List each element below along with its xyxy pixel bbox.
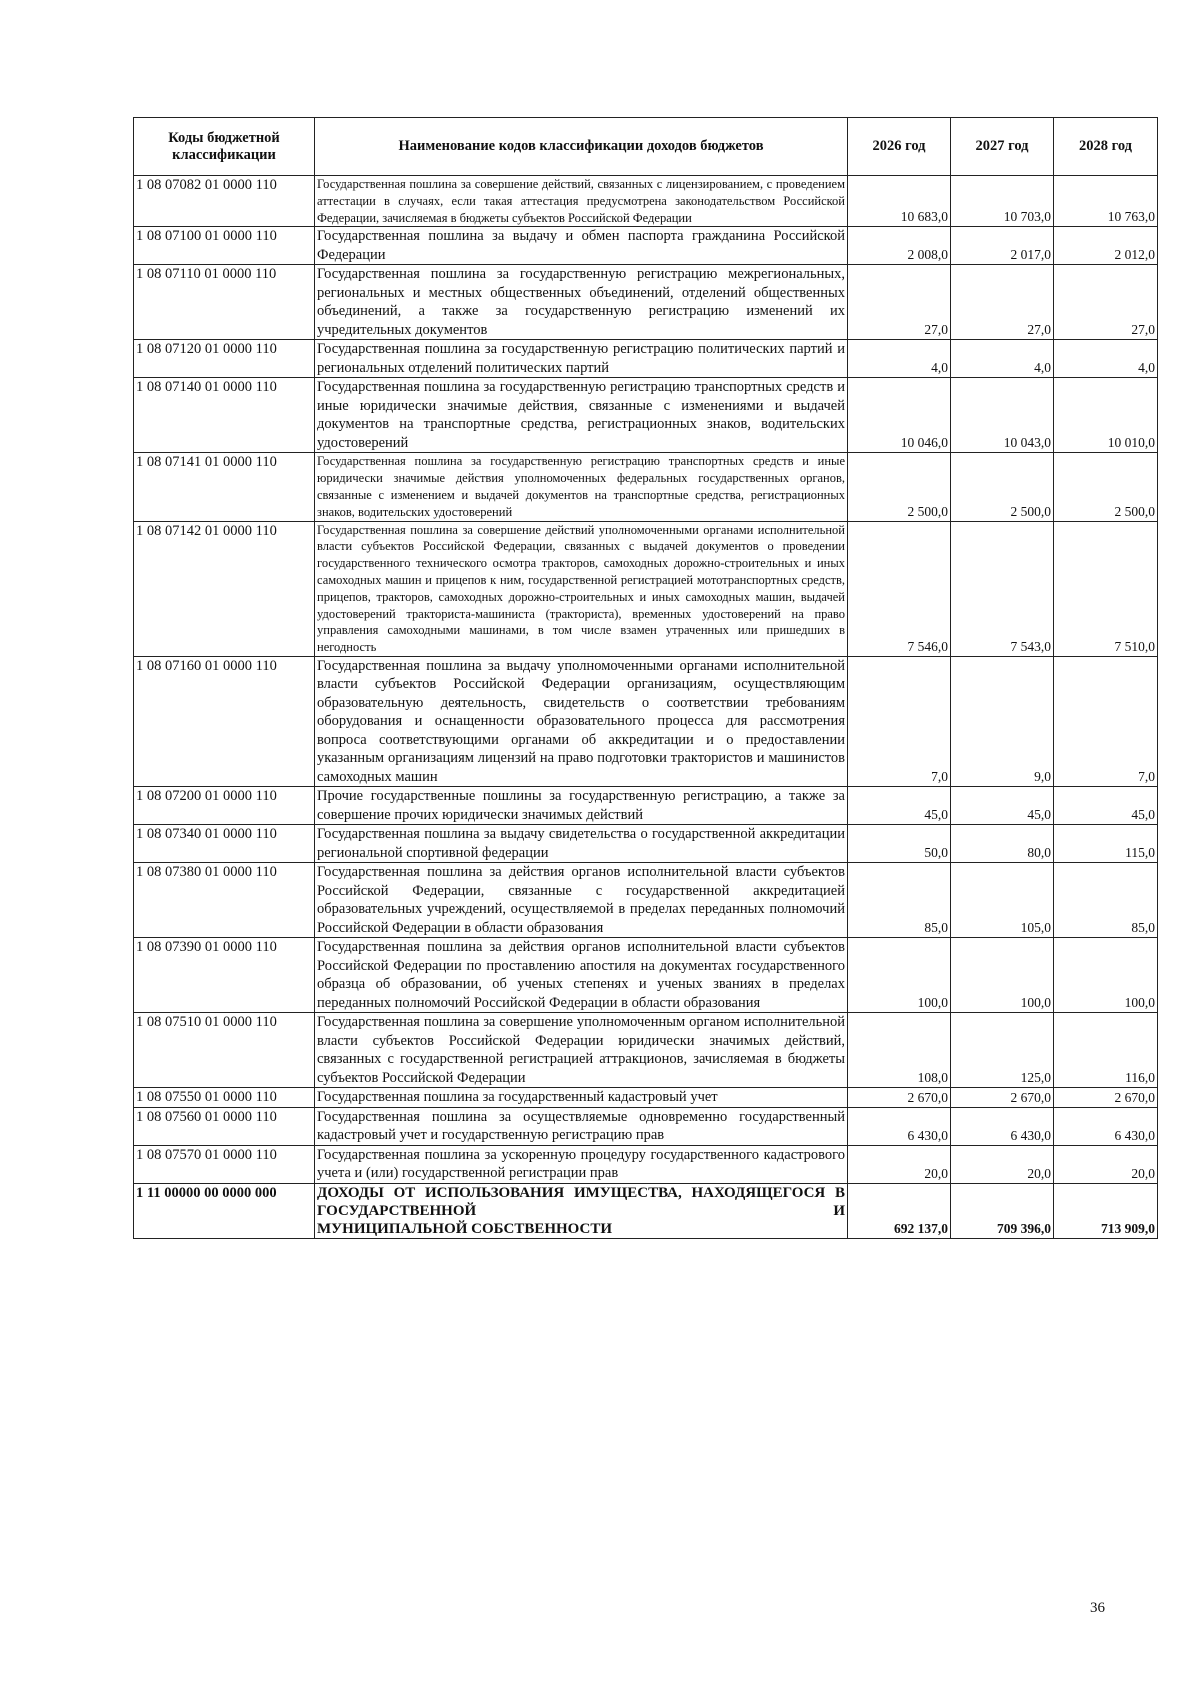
- row-value-2028: 27,0: [1054, 265, 1158, 340]
- row-value-2028: 2 670,0: [1054, 1088, 1158, 1108]
- row-value-2026: 2 008,0: [848, 227, 951, 265]
- row-value-2028: 85,0: [1054, 863, 1158, 938]
- row-code: 1 08 07110 01 0000 110: [134, 265, 315, 340]
- header-name: Наименование кодов классификации доходов бюджетов: [315, 118, 848, 176]
- total-2026: 692 137,0: [848, 1183, 951, 1238]
- row-name: Государственная пошлина за совершение действий, связанных с лицензированием, с проведением аттестации в случаях, если такая аттестация предусмотрена законодательством Российской Федерации, зачисляемая в бюджеты субъектов Российской Федерации: [315, 176, 848, 227]
- table-row: [134, 938, 1158, 1013]
- row-value-2026: 7,0: [848, 656, 951, 787]
- row-value-2028: 7,0: [1054, 656, 1158, 787]
- row-code: 1 08 07200 01 0000 110: [134, 787, 315, 825]
- table-row: [134, 1107, 1158, 1145]
- row-value-2027: 125,0: [951, 1013, 1054, 1088]
- row-code: 1 08 07510 01 0000 110: [134, 1013, 315, 1088]
- row-code: 1 08 07380 01 0000 110: [134, 863, 315, 938]
- row-code: 1 08 07141 01 0000 110: [134, 453, 315, 521]
- table-row: [134, 340, 1158, 378]
- row-name: Государственная пошлина за государственную регистрацию транспортных средств и иные юридически значимые действия уполномоченных федеральных государственных органов, связанные с изменением и выдачей документов на транспортные средства, регистрационных знаков, водительских удостоверений: [315, 453, 848, 521]
- row-value-2027: 9,0: [951, 656, 1054, 787]
- header-code: Коды бюджетной классификации: [134, 118, 315, 176]
- row-code: 1 08 07550 01 0000 110: [134, 1088, 315, 1108]
- row-value-2028: 4,0: [1054, 340, 1158, 378]
- row-value-2028: 2 500,0: [1054, 453, 1158, 521]
- table-row: [134, 825, 1158, 863]
- row-value-2026: 85,0: [848, 863, 951, 938]
- table-row: [134, 265, 1158, 340]
- table-row: [134, 1088, 1158, 1108]
- row-value-2028: 115,0: [1054, 825, 1158, 863]
- row-value-2026: 4,0: [848, 340, 951, 378]
- total-2028: 713 909,0: [1054, 1183, 1158, 1238]
- total-code: 1 11 00000 00 0000 000: [134, 1183, 315, 1238]
- page-number: 36: [1090, 1600, 1105, 1616]
- row-name: Государственная пошлина за государственную регистрацию политических партий и региональных отделений политических партий: [315, 340, 848, 378]
- row-name: Государственная пошлина за ускоренную процедуру государственного кадастрового учета и (или) государственной регистрации прав: [315, 1145, 848, 1183]
- table-row: [134, 863, 1158, 938]
- row-value-2028: 100,0: [1054, 938, 1158, 1013]
- row-code: 1 08 07570 01 0000 110: [134, 1145, 315, 1183]
- row-name: Государственная пошлина за выдачу свидетельства о государственной аккредитации региональной спортивной федерации: [315, 825, 848, 863]
- row-value-2028: 10 763,0: [1054, 176, 1158, 227]
- row-code: 1 08 07082 01 0000 110: [134, 176, 315, 227]
- row-code: 1 08 07340 01 0000 110: [134, 825, 315, 863]
- row-code: 1 08 07560 01 0000 110: [134, 1107, 315, 1145]
- row-value-2027: 45,0: [951, 787, 1054, 825]
- table-row: [134, 1013, 1158, 1088]
- row-value-2027: 10 043,0: [951, 378, 1054, 453]
- table-row: [134, 1145, 1158, 1183]
- row-value-2026: 10 046,0: [848, 378, 951, 453]
- total-name-main: ДОХОДЫ ОТ ИСПОЛЬЗОВАНИЯ ИМУЩЕСТВА, НАХОДЯЩЕГОСЯ В ГОСУДАРСТВЕННОЙ И: [317, 1184, 845, 1219]
- total-name: [315, 1183, 848, 1238]
- row-value-2026: 10 683,0: [848, 176, 951, 227]
- total-2027: 709 396,0: [951, 1183, 1054, 1238]
- row-name: Государственная пошлина за государственный кадастровый учет: [315, 1088, 848, 1108]
- budget-revenue-table: [133, 117, 1158, 1239]
- row-value-2027: 7 543,0: [951, 521, 1054, 656]
- row-value-2026: 2 670,0: [848, 1088, 951, 1108]
- row-name: Государственная пошлина за выдачу и обмен паспорта гражданина Российской Федерации: [315, 227, 848, 265]
- row-value-2028: 10 010,0: [1054, 378, 1158, 453]
- row-value-2027: 20,0: [951, 1145, 1054, 1183]
- row-code: 1 08 07140 01 0000 110: [134, 378, 315, 453]
- row-name: Государственная пошлина за государственную регистрацию транспортных средств и иные юридически значимые действия, связанные с изменениями и выдачей документов на транспортные средства, регистрационных знаков, водительских удостоверений: [315, 378, 848, 453]
- row-value-2028: 7 510,0: [1054, 521, 1158, 656]
- row-name: Государственная пошлина за совершение действий уполномоченными органами исполнительной власти субъектов Российской Федерации, связанных с выдачей документов о проведении государственного технического осмотра тракторов, самоходных дорожно-строительных и иных самоходных машин и прицепов к ним, государственной регистрацией мототранспортных средств, прицепов, тракторов, самоходных дорожно-строительных и иных самоходных машин, выдачей удостоверений тракториста-машиниста (тракториста), временных удостоверений на право управления самоходными машинами, в том числе взамен утраченных или пришедших в негодность: [315, 521, 848, 656]
- row-value-2027: 2 017,0: [951, 227, 1054, 265]
- row-code: 1 08 07100 01 0000 110: [134, 227, 315, 265]
- row-name: Государственная пошлина за осуществляемые одновременно государственный кадастровый учет и государственную регистрацию прав: [315, 1107, 848, 1145]
- row-value-2028: 45,0: [1054, 787, 1158, 825]
- row-value-2026: 45,0: [848, 787, 951, 825]
- row-name: Государственная пошлина за совершение уполномоченным органом исполнительной власти субъектов Российской Федерации юридически значимых действий, связанных с государственной регистрацией аттракционов, зачисляемая в бюджеты субъектов Российской Федерации: [315, 1013, 848, 1088]
- table-row: [134, 787, 1158, 825]
- row-value-2027: 80,0: [951, 825, 1054, 863]
- row-value-2026: 27,0: [848, 265, 951, 340]
- row-value-2026: 6 430,0: [848, 1107, 951, 1145]
- row-name: Государственная пошлина за выдачу уполномоченными органами исполнительной власти субъектов Российской Федерации организациям, осуществляющим образовательную деятельность, свидетельств о соответствии требованиям оборудования и оснащенности образовательного процесса для рассмотрения вопроса соответствующими органами об аккредитации и о предоставлении указанным организациям лицензий на право подготовки трактористов и машинистов самоходных машин: [315, 656, 848, 787]
- row-value-2026: 2 500,0: [848, 453, 951, 521]
- table-header-row: [134, 118, 1158, 176]
- row-value-2027: 2 500,0: [951, 453, 1054, 521]
- row-code: 1 08 07390 01 0000 110: [134, 938, 315, 1013]
- table-row: [134, 521, 1158, 656]
- row-value-2028: 2 012,0: [1054, 227, 1158, 265]
- row-value-2027: 4,0: [951, 340, 1054, 378]
- table-row: [134, 453, 1158, 521]
- row-name: Государственная пошлина за государственную регистрацию межрегиональных, региональных и местных общественных объединений, отделений общественных объединений, а также за государственную регистрацию изменений их учредительных документов: [315, 265, 848, 340]
- row-code: 1 08 07120 01 0000 110: [134, 340, 315, 378]
- table-row: [134, 227, 1158, 265]
- row-value-2027: 6 430,0: [951, 1107, 1054, 1145]
- row-value-2028: 20,0: [1054, 1145, 1158, 1183]
- header-2027: 2027 год: [951, 118, 1054, 176]
- row-value-2028: 116,0: [1054, 1013, 1158, 1088]
- row-value-2027: 105,0: [951, 863, 1054, 938]
- table-total-row: [134, 1183, 1158, 1238]
- row-value-2026: 50,0: [848, 825, 951, 863]
- row-code: 1 08 07142 01 0000 110: [134, 521, 315, 656]
- row-value-2027: 2 670,0: [951, 1088, 1054, 1108]
- header-2028: 2028 год: [1054, 118, 1158, 176]
- row-value-2026: 20,0: [848, 1145, 951, 1183]
- total-name-last: МУНИЦИПАЛЬНОЙ СОБСТВЕННОСТИ: [317, 1220, 613, 1237]
- row-value-2027: 100,0: [951, 938, 1054, 1013]
- header-2026: 2026 год: [848, 118, 951, 176]
- row-name: Прочие государственные пошлины за государственную регистрацию, а также за совершение прочих юридически значимых действий: [315, 787, 848, 825]
- row-name: Государственная пошлина за действия органов исполнительной власти субъектов Российской Федерации по проставлению апостиля на документах государственного образца об образовании, об ученых степенях и ученых званиях в пределах переданных полномочий Российской Федерации в области образования: [315, 938, 848, 1013]
- table-row: [134, 656, 1158, 787]
- row-value-2028: 6 430,0: [1054, 1107, 1158, 1145]
- table-body: [134, 176, 1158, 1184]
- row-value-2026: 108,0: [848, 1013, 951, 1088]
- row-value-2026: 100,0: [848, 938, 951, 1013]
- row-name: Государственная пошлина за действия органов исполнительной власти субъектов Российской Федерации, связанные с государственной аккредитацией образовательных учреждений, осуществляемой в пределах переданных полномочий Российской Федерации в области образования: [315, 863, 848, 938]
- row-value-2027: 10 703,0: [951, 176, 1054, 227]
- row-value-2026: 7 546,0: [848, 521, 951, 656]
- table-row: [134, 176, 1158, 227]
- row-code: 1 08 07160 01 0000 110: [134, 656, 315, 787]
- row-value-2027: 27,0: [951, 265, 1054, 340]
- table-row: [134, 378, 1158, 453]
